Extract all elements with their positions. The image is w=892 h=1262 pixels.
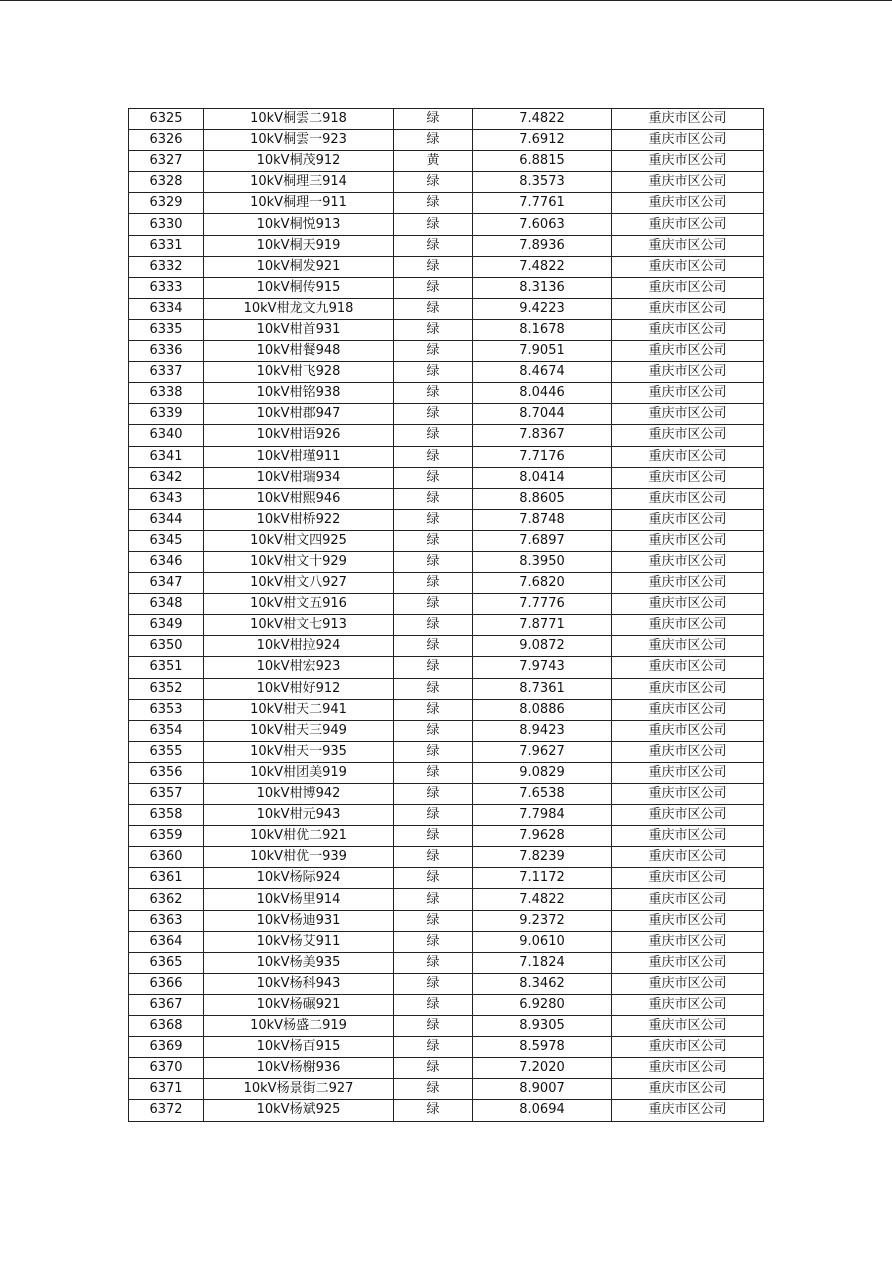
status-color-cell: 绿 — [394, 678, 473, 699]
line-name-cell: 10kV杨景街二927 — [204, 1079, 394, 1100]
row-number-cell: 6345 — [129, 530, 204, 551]
value-cell: 8.0694 — [473, 1100, 612, 1121]
row-number-cell: 6326 — [129, 130, 204, 151]
value-cell: 7.8771 — [473, 615, 612, 636]
table-row — [129, 193, 764, 214]
line-name-cell: 10kV柑餐948 — [204, 341, 394, 362]
value-cell: 9.0610 — [473, 931, 612, 952]
company-cell: 重庆市区公司 — [612, 699, 764, 720]
status-color-cell: 绿 — [394, 657, 473, 678]
company-cell: 重庆市区公司 — [612, 193, 764, 214]
status-color-cell: 绿 — [394, 277, 473, 298]
value-cell: 8.3950 — [473, 551, 612, 572]
status-color-cell: 绿 — [394, 615, 473, 636]
line-name-cell: 10kV桐理三914 — [204, 172, 394, 193]
status-color-cell: 绿 — [394, 362, 473, 383]
value-cell: 6.8815 — [473, 151, 612, 172]
status-color-cell: 绿 — [394, 952, 473, 973]
row-number-cell: 6328 — [129, 172, 204, 193]
table-row — [129, 488, 764, 509]
table-row — [129, 341, 764, 362]
company-cell: 重庆市区公司 — [612, 362, 764, 383]
line-name-cell: 10kV柑铭938 — [204, 383, 394, 404]
table-row — [129, 551, 764, 572]
row-number-cell: 6372 — [129, 1100, 204, 1121]
value-cell: 7.8367 — [473, 425, 612, 446]
line-name-cell: 10kV柑文五916 — [204, 594, 394, 615]
company-cell: 重庆市区公司 — [612, 741, 764, 762]
value-cell: 8.7044 — [473, 404, 612, 425]
status-color-cell: 绿 — [394, 193, 473, 214]
table-row — [129, 256, 764, 277]
table-row — [129, 720, 764, 741]
line-name-cell: 10kV柑文十929 — [204, 551, 394, 572]
table-row — [129, 277, 764, 298]
line-name-cell: 10kV柑飞928 — [204, 362, 394, 383]
company-cell: 重庆市区公司 — [612, 509, 764, 530]
row-number-cell: 6335 — [129, 319, 204, 340]
status-color-cell: 绿 — [394, 699, 473, 720]
line-name-cell: 10kV杨科943 — [204, 973, 394, 994]
value-cell: 8.9423 — [473, 720, 612, 741]
line-name-cell: 10kV柑团美919 — [204, 762, 394, 783]
row-number-cell: 6340 — [129, 425, 204, 446]
company-cell: 重庆市区公司 — [612, 446, 764, 467]
value-cell: 8.9305 — [473, 1016, 612, 1037]
table-row — [129, 699, 764, 720]
company-cell: 重庆市区公司 — [612, 678, 764, 699]
table-row — [129, 319, 764, 340]
company-cell: 重庆市区公司 — [612, 341, 764, 362]
value-cell: 7.1172 — [473, 868, 612, 889]
line-name-cell: 10kV杨斌925 — [204, 1100, 394, 1121]
value-cell: 7.6820 — [473, 573, 612, 594]
company-cell: 重庆市区公司 — [612, 868, 764, 889]
line-name-cell: 10kV柑优二921 — [204, 826, 394, 847]
row-number-cell: 6351 — [129, 657, 204, 678]
row-number-cell: 6357 — [129, 784, 204, 805]
status-color-cell: 绿 — [394, 931, 473, 952]
company-cell: 重庆市区公司 — [612, 784, 764, 805]
line-name-cell: 10kV柑龙文九918 — [204, 298, 394, 319]
line-name-cell: 10kV柑天一935 — [204, 741, 394, 762]
status-color-cell: 绿 — [394, 319, 473, 340]
company-cell: 重庆市区公司 — [612, 109, 764, 130]
row-number-cell: 6331 — [129, 235, 204, 256]
line-name-cell: 10kV柑宏923 — [204, 657, 394, 678]
line-name-cell: 10kV桐茂912 — [204, 151, 394, 172]
value-cell: 7.7776 — [473, 594, 612, 615]
line-name-cell: 10kV柑优一939 — [204, 847, 394, 868]
value-cell: 7.7984 — [473, 805, 612, 826]
row-number-cell: 6342 — [129, 467, 204, 488]
line-name-cell: 10kV柑好912 — [204, 678, 394, 699]
status-color-cell: 绿 — [394, 214, 473, 235]
status-color-cell: 绿 — [394, 530, 473, 551]
value-cell: 8.1678 — [473, 319, 612, 340]
status-color-cell: 绿 — [394, 298, 473, 319]
status-color-cell: 绿 — [394, 826, 473, 847]
company-cell: 重庆市区公司 — [612, 1037, 764, 1058]
value-cell: 7.6538 — [473, 784, 612, 805]
row-number-cell: 6359 — [129, 826, 204, 847]
row-number-cell: 6339 — [129, 404, 204, 425]
table-row — [129, 615, 764, 636]
row-number-cell: 6355 — [129, 741, 204, 762]
line-name-cell: 10kV柑文八927 — [204, 573, 394, 594]
status-color-cell: 绿 — [394, 109, 473, 130]
row-number-cell: 6349 — [129, 615, 204, 636]
row-number-cell: 6361 — [129, 868, 204, 889]
line-name-cell: 10kV柑桥922 — [204, 509, 394, 530]
company-cell: 重庆市区公司 — [612, 1079, 764, 1100]
status-color-cell: 绿 — [394, 130, 473, 151]
row-number-cell: 6346 — [129, 551, 204, 572]
table-row — [129, 383, 764, 404]
value-cell: 7.1824 — [473, 952, 612, 973]
value-cell: 7.9743 — [473, 657, 612, 678]
table-row — [129, 404, 764, 425]
table-row — [129, 678, 764, 699]
row-number-cell: 6336 — [129, 341, 204, 362]
company-cell: 重庆市区公司 — [612, 973, 764, 994]
company-cell: 重庆市区公司 — [612, 467, 764, 488]
line-name-cell: 10kV杨榭936 — [204, 1058, 394, 1079]
table-row — [129, 530, 764, 551]
line-name-cell: 10kV桐传915 — [204, 277, 394, 298]
row-number-cell: 6369 — [129, 1037, 204, 1058]
value-cell: 7.4822 — [473, 889, 612, 910]
status-color-cell: 绿 — [394, 488, 473, 509]
line-name-cell: 10kV柑熙946 — [204, 488, 394, 509]
table-row — [129, 130, 764, 151]
value-cell: 6.9280 — [473, 994, 612, 1015]
value-cell: 8.0446 — [473, 383, 612, 404]
status-color-cell: 绿 — [394, 1037, 473, 1058]
table-row — [129, 1016, 764, 1037]
value-cell: 9.2372 — [473, 910, 612, 931]
status-color-cell: 绿 — [394, 235, 473, 256]
status-color-cell: 绿 — [394, 383, 473, 404]
row-number-cell: 6348 — [129, 594, 204, 615]
row-number-cell: 6365 — [129, 952, 204, 973]
value-cell: 8.0414 — [473, 467, 612, 488]
table-row — [129, 931, 764, 952]
table-row — [129, 910, 764, 931]
company-cell: 重庆市区公司 — [612, 319, 764, 340]
table-row — [129, 826, 764, 847]
line-name-cell: 10kV柑瑾911 — [204, 446, 394, 467]
value-cell: 9.0872 — [473, 636, 612, 657]
company-cell: 重庆市区公司 — [612, 636, 764, 657]
value-cell: 8.8605 — [473, 488, 612, 509]
row-number-cell: 6334 — [129, 298, 204, 319]
value-cell: 7.9627 — [473, 741, 612, 762]
value-cell: 7.6063 — [473, 214, 612, 235]
table-row — [129, 805, 764, 826]
table-row — [129, 847, 764, 868]
row-number-cell: 6350 — [129, 636, 204, 657]
line-name-cell: 10kV杨迪931 — [204, 910, 394, 931]
table-row — [129, 973, 764, 994]
status-color-cell: 绿 — [394, 1016, 473, 1037]
company-cell: 重庆市区公司 — [612, 551, 764, 572]
status-color-cell: 绿 — [394, 994, 473, 1015]
row-number-cell: 6367 — [129, 994, 204, 1015]
row-number-cell: 6366 — [129, 973, 204, 994]
company-cell: 重庆市区公司 — [612, 214, 764, 235]
status-color-cell: 绿 — [394, 784, 473, 805]
table-row — [129, 784, 764, 805]
company-cell: 重庆市区公司 — [612, 256, 764, 277]
row-number-cell: 6362 — [129, 889, 204, 910]
row-number-cell: 6354 — [129, 720, 204, 741]
value-cell: 8.5978 — [473, 1037, 612, 1058]
company-cell: 重庆市区公司 — [612, 615, 764, 636]
line-name-cell: 10kV杨碾921 — [204, 994, 394, 1015]
row-number-cell: 6327 — [129, 151, 204, 172]
status-color-cell: 绿 — [394, 889, 473, 910]
table-row — [129, 151, 764, 172]
status-color-cell: 绿 — [394, 1058, 473, 1079]
value-cell: 7.4822 — [473, 256, 612, 277]
line-name-cell: 10kV柑瑞934 — [204, 467, 394, 488]
line-name-cell: 10kV柑首931 — [204, 319, 394, 340]
row-number-cell: 6341 — [129, 446, 204, 467]
status-color-cell: 绿 — [394, 805, 473, 826]
table-row — [129, 425, 764, 446]
value-cell: 8.4674 — [473, 362, 612, 383]
page-top-border — [0, 0, 892, 1]
row-number-cell: 6332 — [129, 256, 204, 277]
status-color-cell: 绿 — [394, 551, 473, 572]
status-color-cell: 绿 — [394, 594, 473, 615]
value-cell: 8.7361 — [473, 678, 612, 699]
table-row — [129, 1037, 764, 1058]
status-color-cell: 绿 — [394, 910, 473, 931]
status-color-cell: 绿 — [394, 762, 473, 783]
company-cell: 重庆市区公司 — [612, 573, 764, 594]
company-cell: 重庆市区公司 — [612, 1058, 764, 1079]
table-row — [129, 741, 764, 762]
row-number-cell: 6344 — [129, 509, 204, 530]
line-name-cell: 10kV杨百915 — [204, 1037, 394, 1058]
table-row — [129, 214, 764, 235]
company-cell: 重庆市区公司 — [612, 952, 764, 973]
table-row — [129, 467, 764, 488]
value-cell: 9.0829 — [473, 762, 612, 783]
row-number-cell: 6356 — [129, 762, 204, 783]
company-cell: 重庆市区公司 — [612, 151, 764, 172]
table-row — [129, 109, 764, 130]
company-cell: 重庆市区公司 — [612, 847, 764, 868]
status-color-cell: 绿 — [394, 741, 473, 762]
table-row — [129, 594, 764, 615]
status-color-cell: 绿 — [394, 256, 473, 277]
company-cell: 重庆市区公司 — [612, 931, 764, 952]
row-number-cell: 6338 — [129, 383, 204, 404]
company-cell: 重庆市区公司 — [612, 720, 764, 741]
status-color-cell: 绿 — [394, 1100, 473, 1121]
value-cell: 7.8239 — [473, 847, 612, 868]
table-row — [129, 636, 764, 657]
table-row — [129, 1058, 764, 1079]
table-body — [129, 109, 764, 1122]
value-cell: 9.4223 — [473, 298, 612, 319]
company-cell: 重庆市区公司 — [612, 826, 764, 847]
line-name-cell: 10kV柑文七913 — [204, 615, 394, 636]
table-row — [129, 235, 764, 256]
value-cell: 7.2020 — [473, 1058, 612, 1079]
row-number-cell: 6358 — [129, 805, 204, 826]
table-row — [129, 657, 764, 678]
table-row — [129, 362, 764, 383]
table-row — [129, 1100, 764, 1121]
line-name-cell: 10kV桐雲二918 — [204, 109, 394, 130]
table-row — [129, 952, 764, 973]
table-row — [129, 298, 764, 319]
row-number-cell: 6352 — [129, 678, 204, 699]
line-name-cell: 10kV杨盛二919 — [204, 1016, 394, 1037]
value-cell: 8.0886 — [473, 699, 612, 720]
company-cell: 重庆市区公司 — [612, 488, 764, 509]
row-number-cell: 6337 — [129, 362, 204, 383]
company-cell: 重庆市区公司 — [612, 235, 764, 256]
line-name-cell: 10kV柑文四925 — [204, 530, 394, 551]
row-number-cell: 6347 — [129, 573, 204, 594]
company-cell: 重庆市区公司 — [612, 910, 764, 931]
line-name-cell: 10kV柑天二941 — [204, 699, 394, 720]
company-cell: 重庆市区公司 — [612, 425, 764, 446]
company-cell: 重庆市区公司 — [612, 277, 764, 298]
status-color-cell: 绿 — [394, 341, 473, 362]
status-color-cell: 绿 — [394, 573, 473, 594]
company-cell: 重庆市区公司 — [612, 172, 764, 193]
line-name-cell: 10kV柑元943 — [204, 805, 394, 826]
table-row — [129, 762, 764, 783]
value-cell: 7.8748 — [473, 509, 612, 530]
status-color-cell: 绿 — [394, 509, 473, 530]
row-number-cell: 6343 — [129, 488, 204, 509]
value-cell: 7.9628 — [473, 826, 612, 847]
table-row — [129, 573, 764, 594]
table-row — [129, 509, 764, 530]
line-name-cell: 10kV桐雲一923 — [204, 130, 394, 151]
line-name-cell: 10kV柑拉924 — [204, 636, 394, 657]
line-name-cell: 10kV柑博942 — [204, 784, 394, 805]
row-number-cell: 6360 — [129, 847, 204, 868]
value-cell: 8.3462 — [473, 973, 612, 994]
row-number-cell: 6371 — [129, 1079, 204, 1100]
data-table — [128, 108, 764, 1122]
value-cell: 7.7176 — [473, 446, 612, 467]
line-name-cell: 10kV桐天919 — [204, 235, 394, 256]
status-color-cell: 绿 — [394, 973, 473, 994]
value-cell: 7.4822 — [473, 109, 612, 130]
row-number-cell: 6353 — [129, 699, 204, 720]
status-color-cell: 绿 — [394, 868, 473, 889]
table-row — [129, 868, 764, 889]
value-cell: 7.6897 — [473, 530, 612, 551]
company-cell: 重庆市区公司 — [612, 298, 764, 319]
line-name-cell: 10kV杨里914 — [204, 889, 394, 910]
company-cell: 重庆市区公司 — [612, 404, 764, 425]
company-cell: 重庆市区公司 — [612, 530, 764, 551]
line-name-cell: 10kV桐悦913 — [204, 214, 394, 235]
line-name-cell: 10kV柑语926 — [204, 425, 394, 446]
line-name-cell: 10kV杨美935 — [204, 952, 394, 973]
line-name-cell: 10kV桐理一911 — [204, 193, 394, 214]
table-row — [129, 1079, 764, 1100]
row-number-cell: 6370 — [129, 1058, 204, 1079]
company-cell: 重庆市区公司 — [612, 383, 764, 404]
company-cell: 重庆市区公司 — [612, 1016, 764, 1037]
line-name-cell: 10kV杨艾911 — [204, 931, 394, 952]
company-cell: 重庆市区公司 — [612, 805, 764, 826]
line-name-cell: 10kV柑天三949 — [204, 720, 394, 741]
row-number-cell: 6330 — [129, 214, 204, 235]
value-cell: 8.3573 — [473, 172, 612, 193]
status-color-cell: 绿 — [394, 404, 473, 425]
line-name-cell: 10kV柑郡947 — [204, 404, 394, 425]
row-number-cell: 6368 — [129, 1016, 204, 1037]
row-number-cell: 6325 — [129, 109, 204, 130]
table-row — [129, 889, 764, 910]
value-cell: 7.7761 — [473, 193, 612, 214]
row-number-cell: 6363 — [129, 910, 204, 931]
table-row — [129, 446, 764, 467]
value-cell: 7.9051 — [473, 341, 612, 362]
value-cell: 8.9007 — [473, 1079, 612, 1100]
status-color-cell: 绿 — [394, 467, 473, 488]
line-name-cell: 10kV杨际924 — [204, 868, 394, 889]
company-cell: 重庆市区公司 — [612, 130, 764, 151]
table-row — [129, 994, 764, 1015]
company-cell: 重庆市区公司 — [612, 994, 764, 1015]
status-color-cell: 绿 — [394, 425, 473, 446]
company-cell: 重庆市区公司 — [612, 762, 764, 783]
value-cell: 7.6912 — [473, 130, 612, 151]
status-color-cell: 绿 — [394, 172, 473, 193]
status-color-cell: 绿 — [394, 636, 473, 657]
status-color-cell: 绿 — [394, 720, 473, 741]
status-color-cell: 绿 — [394, 1079, 473, 1100]
company-cell: 重庆市区公司 — [612, 1100, 764, 1121]
company-cell: 重庆市区公司 — [612, 594, 764, 615]
value-cell: 8.3136 — [473, 277, 612, 298]
status-color-cell: 绿 — [394, 446, 473, 467]
row-number-cell: 6329 — [129, 193, 204, 214]
status-color-cell: 黄 — [394, 151, 473, 172]
value-cell: 7.8936 — [473, 235, 612, 256]
status-color-cell: 绿 — [394, 847, 473, 868]
line-name-cell: 10kV桐发921 — [204, 256, 394, 277]
company-cell: 重庆市区公司 — [612, 889, 764, 910]
table-row — [129, 172, 764, 193]
company-cell: 重庆市区公司 — [612, 657, 764, 678]
row-number-cell: 6364 — [129, 931, 204, 952]
row-number-cell: 6333 — [129, 277, 204, 298]
